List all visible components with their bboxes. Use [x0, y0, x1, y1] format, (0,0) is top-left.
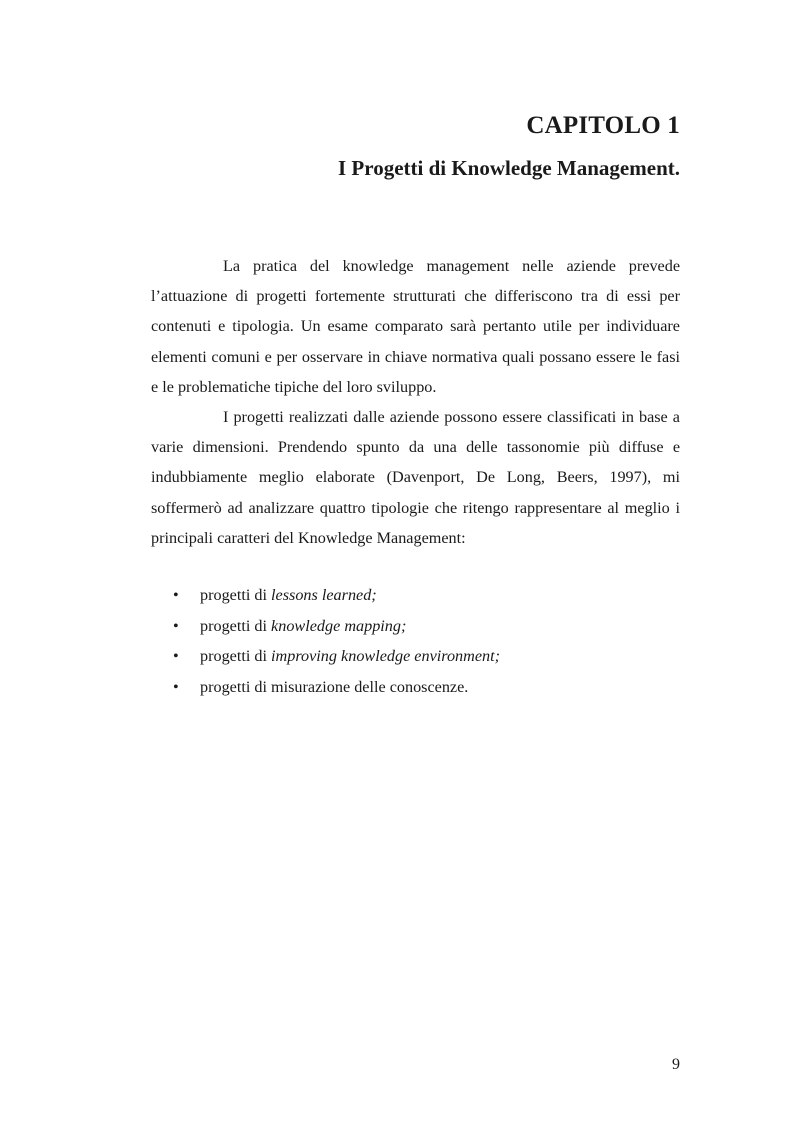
list-item-prefix: progetti di — [200, 586, 272, 604]
list-item-prefix: progetti di — [200, 647, 272, 665]
paragraph-1: La pratica del knowledge management nelle aziende prevede l’attuazione di progetti fortemente strutturati che differiscono tra di essi per contenuti e tipologia. Un esame comparato sarà pertanto utile per individuare elementi comuni e per osservare in chiave normativa quali possano essere le fasi e le problematiche tipiche del loro sviluppo. — [151, 257, 680, 396]
list-item-prefix: progetti di — [200, 616, 272, 635]
list-item-prefix: progetti di misurazione delle conoscenze. — [200, 677, 469, 696]
paragraph-2: I progetti realizzati dalle aziende possono essere classificati in base a varie dimensioni. Prendendo spunto da una delle tassonomie più diffuse e indubbiamente meglio elaborate (Davenport, De Long, Beers, 1997), mi soffermerò ad analizzare quattro tipologie che ritengo rappresentare al meglio i principali caratteri del Knowledge Management: — [151, 408, 680, 547]
list-item — [173, 611, 500, 642]
bullet-icon: • — [173, 616, 179, 635]
bullet-icon: • — [173, 677, 179, 696]
bullet-icon: • — [173, 647, 179, 665]
list-item-emphasis: knowledge mapping; — [271, 616, 407, 635]
bullet-icon: • — [173, 586, 179, 604]
chapter-title: I Progetti di Knowledge Management. — [338, 156, 680, 180]
list-item — [173, 580, 500, 611]
list-item — [173, 641, 500, 672]
bullet-list — [173, 580, 500, 702]
list-item — [173, 672, 500, 703]
body-text — [151, 251, 680, 553]
list-item-emphasis: improving knowledge environment; — [271, 647, 501, 665]
list-item-emphasis: lessons learned; — [271, 586, 377, 604]
chapter-label: CAPITOLO 1 — [526, 112, 680, 139]
page-number: 9 — [672, 1056, 680, 1073]
